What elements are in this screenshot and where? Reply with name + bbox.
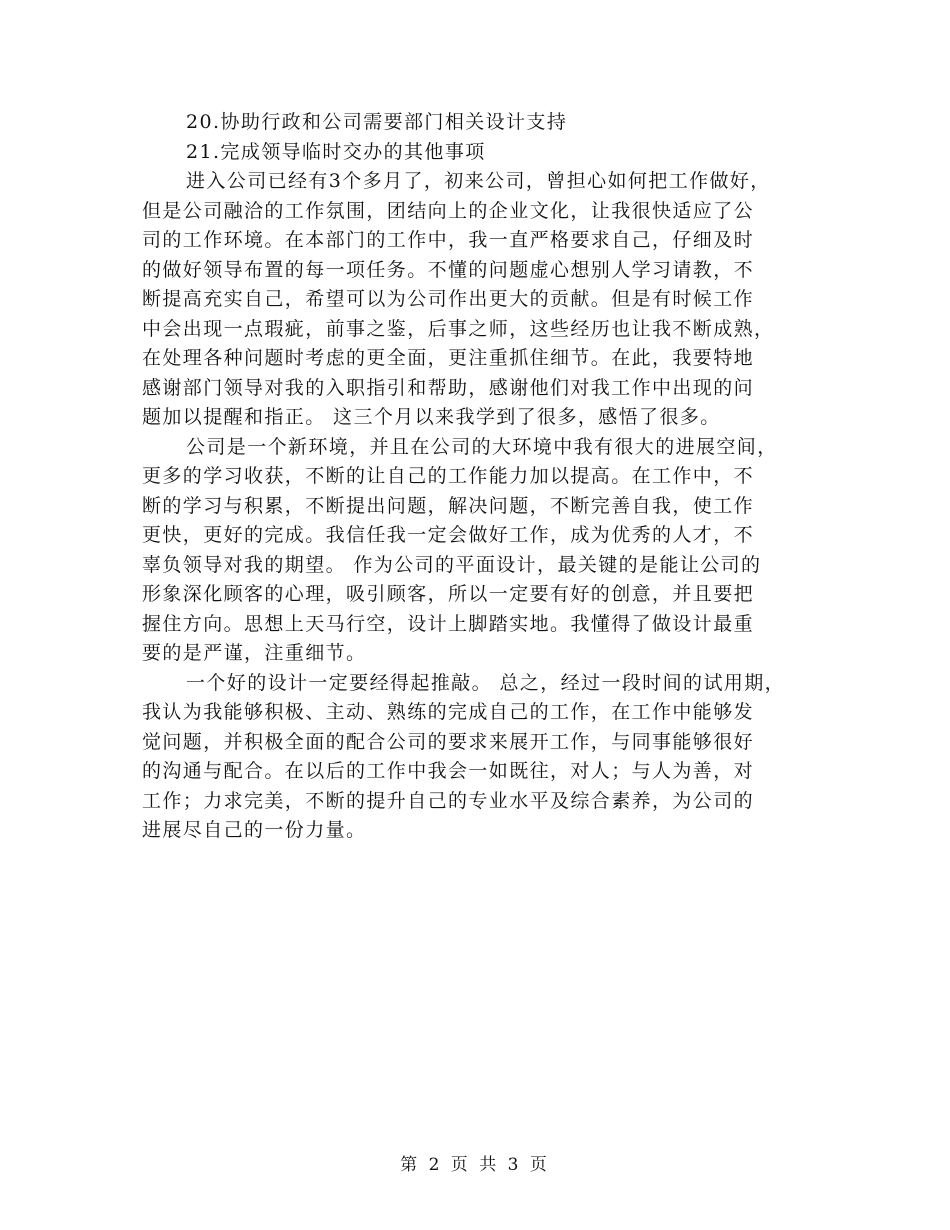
text-line: 辜负领导对我的期望。 作为公司的平面设计，最关键的是能让公司的 bbox=[142, 553, 762, 576]
text-line: 要的是严谨，注重细节。 bbox=[142, 642, 367, 664]
text-line: 进入公司已经有3个多月了，初来公司，曾担心如何把工作做好， bbox=[186, 170, 771, 192]
text-line: 感谢部门领导对我的入职指引和帮助，感谢他们对我工作中出现的问 bbox=[142, 376, 755, 399]
text-line: 握住方向。思想上天马行空，设计上脚踏实地。我懂得了做设计最重 bbox=[142, 612, 755, 635]
text-line: 形象深化顾客的心理，吸引顾客，所以一定要有好的创意，并且要把 bbox=[142, 583, 755, 605]
text-line: 更多的学习收获，不断的让自己的工作能力加以提高。在工作中，不 bbox=[142, 465, 755, 487]
text-line: 觉问题，并积极全面的配合公司的要求来展开工作，与同事能够很好 bbox=[142, 730, 755, 753]
text-line: 但是公司融洽的工作氛围，团结向上的企业文化，让我很快适应了公 bbox=[142, 199, 755, 222]
text-line: 我认为我能够积极、主动、熟练的完成自己的工作，在工作中能够发 bbox=[142, 701, 755, 723]
text-line: 工作；力求完美，不断的提升自己的专业水平及综合素养，为公司的 bbox=[142, 789, 755, 812]
text-line: 司的工作环境。在本部门的工作中，我一直严格要求自己，仔细及时 bbox=[142, 229, 755, 251]
text-line: 公司是一个新环境，并且在公司的大环境中我有很大的进展空间， bbox=[186, 435, 778, 458]
text-line: 进展尽自己的一份力量。 bbox=[142, 819, 367, 841]
text-line: 一个好的设计一定要经得起推敲。 总之，经过一段时间的试用期， bbox=[186, 671, 786, 694]
text-line: 的沟通与配合。在以后的工作中我会一如既往，对人；与人为善，对 bbox=[142, 760, 755, 782]
page-number-footer: 第 2 页 共 3 页 bbox=[400, 1155, 550, 1175]
text-line: 题加以提醒和指正。 这三个月以来我学到了很多，感悟了很多。 bbox=[142, 406, 721, 428]
text-line: 中会出现一点瑕疵，前事之鉴，后事之师，这些经历也让我不断成熟， bbox=[142, 317, 775, 340]
text-line: 21.完成领导临时交办的其他事项 bbox=[186, 140, 486, 163]
document-body bbox=[142, 108, 822, 846]
text-line: 更快，更好的完成。我信任我一定会做好工作，成为优秀的人才，不 bbox=[142, 524, 755, 546]
text-line: 在处理各种问题时考虑的更全面，更注重抓住细节。在此，我要特地 bbox=[142, 347, 755, 369]
text-line: 20.协助行政和公司需要部门相关设计支持 bbox=[186, 111, 568, 133]
text-line: 断的学习与积累，不断提出问题，解决问题，不断完善自我，使工作 bbox=[142, 494, 755, 517]
text-line: 的做好领导布置的每一项任务。不懂的问题虚心想别人学习请教，不 bbox=[142, 258, 755, 281]
text-line: 断提高充实自己，希望可以为公司作出更大的贡献。但是有时候工作 bbox=[142, 288, 755, 310]
